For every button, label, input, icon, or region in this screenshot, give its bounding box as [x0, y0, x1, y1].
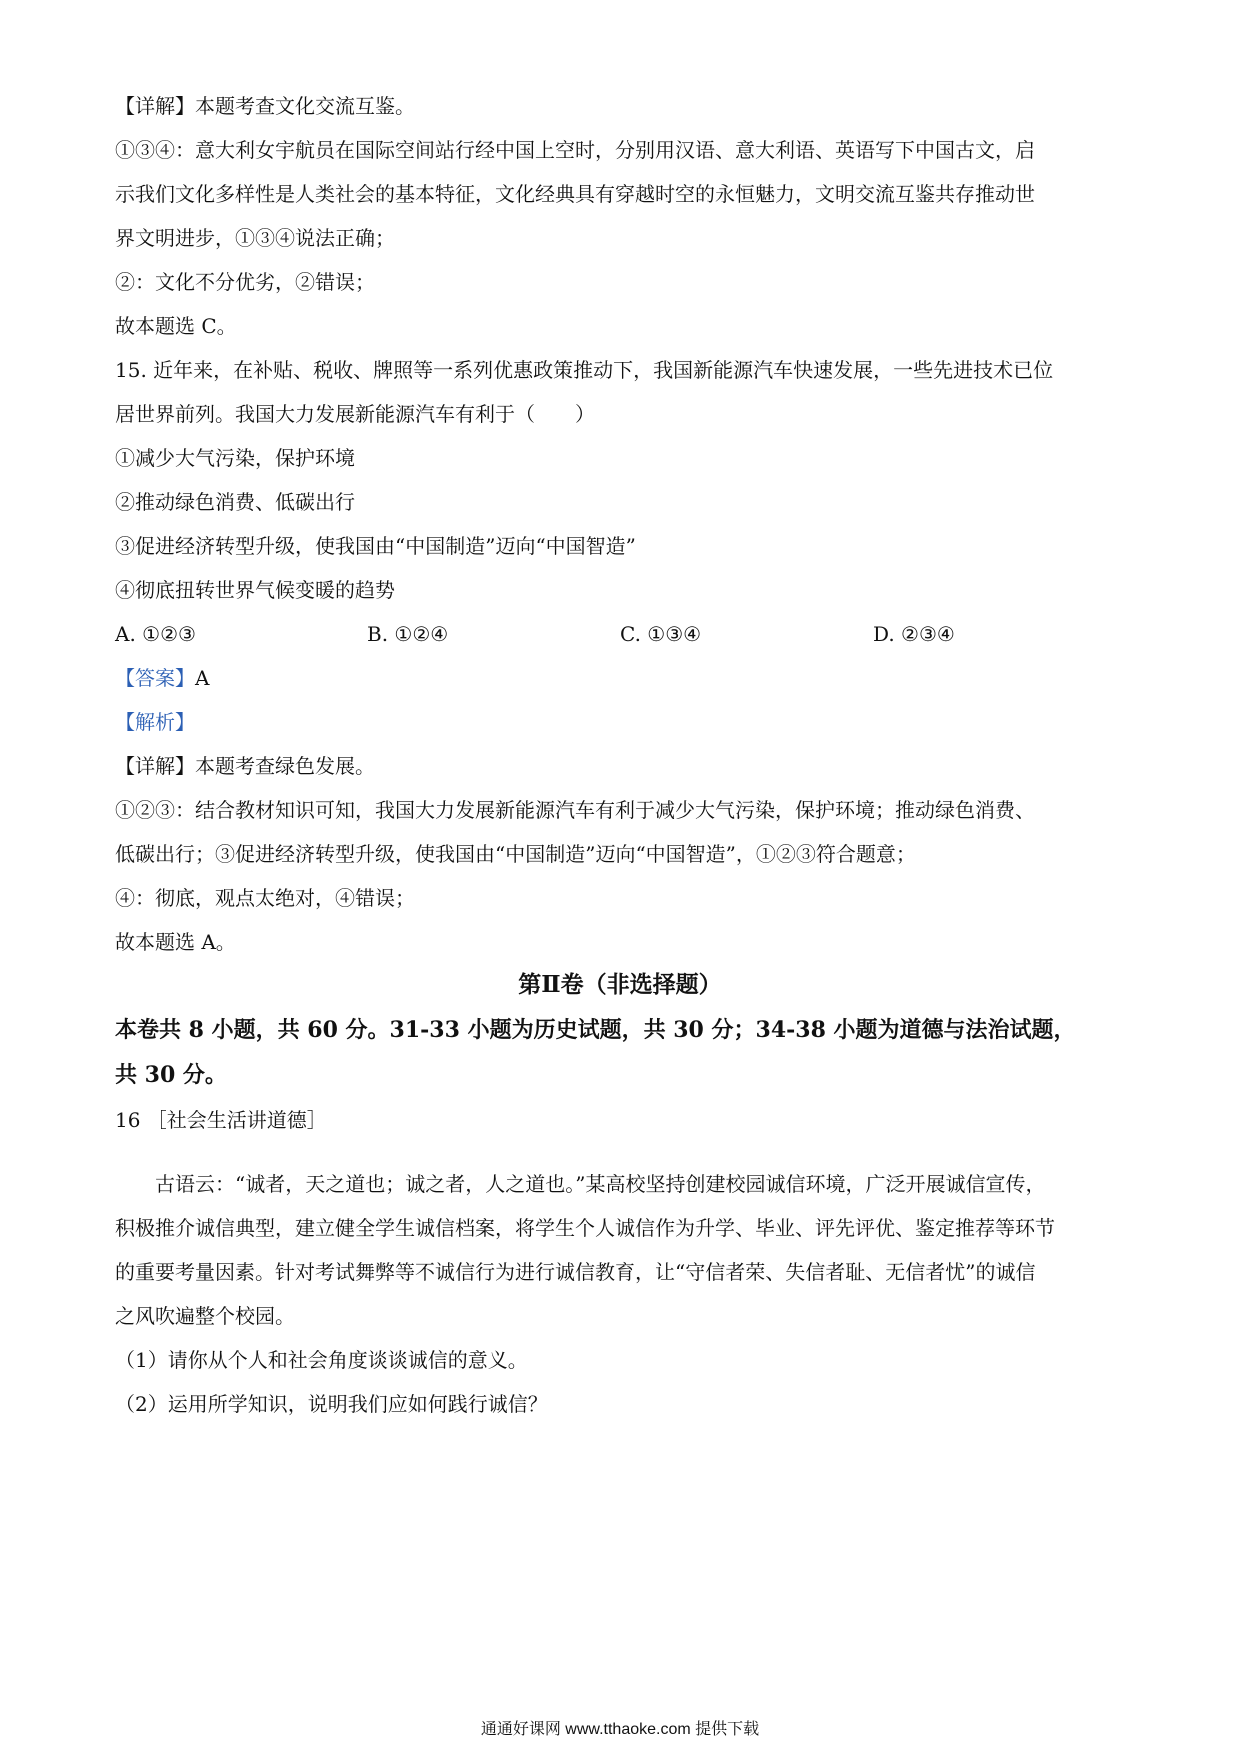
- q15-option-c: C. ①③④: [620, 622, 702, 646]
- section-title: 第Ⅱ卷（非选择题）: [518, 971, 722, 998]
- q15-analysis-tag: 【解析】: [115, 710, 195, 734]
- q15-explanation-line-1: ①②③：结合教材知识可知，我国大力发展新能源汽车有利于减少大气污染，保护环境；推动绿色消费、: [115, 798, 1035, 822]
- q16-subquestion-1: （1）请你从个人和社会角度谈谈诚信的意义。: [115, 1348, 528, 1372]
- q15-conclusion: 故本题选 A。: [115, 930, 236, 954]
- prev-explanation-line-2: 示我们文化多样性是人类社会的基本特征，文化经典具有穿越时空的永恒魅力，文明交流互鉴共存推动世: [115, 182, 1035, 206]
- section-desc-line-1: 本卷共 8 小题，共 60 分。31-33 小题为历史试题，共 30 分；34-38 小题为道德与法治试题，: [115, 1017, 1076, 1043]
- q15-explanation-line-2: 低碳出行；③促进经济转型升级，使我国由“中国制造”迈向“中国智造”，①②③符合题意；: [115, 842, 916, 866]
- q16-passage-line-3: 的重要考量因素。针对考试舞弊等不诚信行为进行诚信教育，让“守信者荣、失信者耻、无信者忧”的诚信: [115, 1260, 1036, 1284]
- section-desc-line-2: 共 30 分。: [115, 1062, 227, 1088]
- q15-item-3: ③促进经济转型升级，使我国由“中国制造”迈向“中国智造”: [115, 534, 636, 558]
- q16-heading: 16 ［社会生活讲道德］: [115, 1108, 327, 1132]
- q15-option-d: D. ②③④: [873, 622, 955, 646]
- q15-item-2: ②推动绿色消费、低碳出行: [115, 490, 355, 514]
- prev-conclusion: 故本题选 C。: [115, 314, 237, 338]
- answer-value: A: [195, 666, 210, 690]
- prev-explanation-line-4: ②：文化不分优劣，②错误；: [115, 270, 375, 294]
- q16-passage-line-4: 之风吹遍整个校园。: [115, 1304, 295, 1328]
- prev-explanation-line-1: ①③④：意大利女宇航员在国际空间站行经中国上空时，分别用汉语、意大利语、英语写下中国古文，启: [115, 138, 1035, 162]
- footer-source: 通通好课网 www.tthaoke.com 提供下载: [480, 1721, 760, 1738]
- q15-answer: [115, 664, 209, 692]
- q15-option-a: A. ①②③: [115, 622, 196, 646]
- q15-item-1: ①减少大气污染，保护环境: [115, 446, 355, 470]
- q16-passage-line-1: 古语云：“诚者，天之道也；诚之者，人之道也。”某高校坚持创建校园诚信环境，广泛开展诚信宣传，: [115, 1172, 1046, 1196]
- q16-subquestion-2: （2）运用所学知识，说明我们应如何践行诚信？: [115, 1392, 548, 1416]
- prev-explanation-line-3: 界文明进步，①③④说法正确；: [115, 226, 395, 250]
- q15-stem-line-2: 居世界前列。我国大力发展新能源汽车有利于（ ）: [115, 402, 595, 426]
- q15-explanation-line-3: ④：彻底，观点太绝对，④错误；: [115, 886, 415, 910]
- answer-tag: 【答案】: [115, 666, 195, 690]
- q16-passage-line-2: 积极推介诚信典型，建立健全学生诚信档案，将学生个人诚信作为升学、毕业、评先评优、鉴定推荐等环节: [115, 1216, 1055, 1240]
- q15-detail: 【详解】本题考查绿色发展。: [115, 754, 375, 778]
- q15-option-b: B. ①②④: [367, 622, 449, 646]
- q15-item-4: ④彻底扭转世界气候变暖的趋势: [115, 578, 395, 602]
- prev-detail: 【详解】本题考查文化交流互鉴。: [115, 94, 415, 118]
- q15-stem-line-1: 15. 近年来，在补贴、税收、牌照等一系列优惠政策推动下，我国新能源汽车快速发展，一些先进技术已位: [115, 358, 1054, 382]
